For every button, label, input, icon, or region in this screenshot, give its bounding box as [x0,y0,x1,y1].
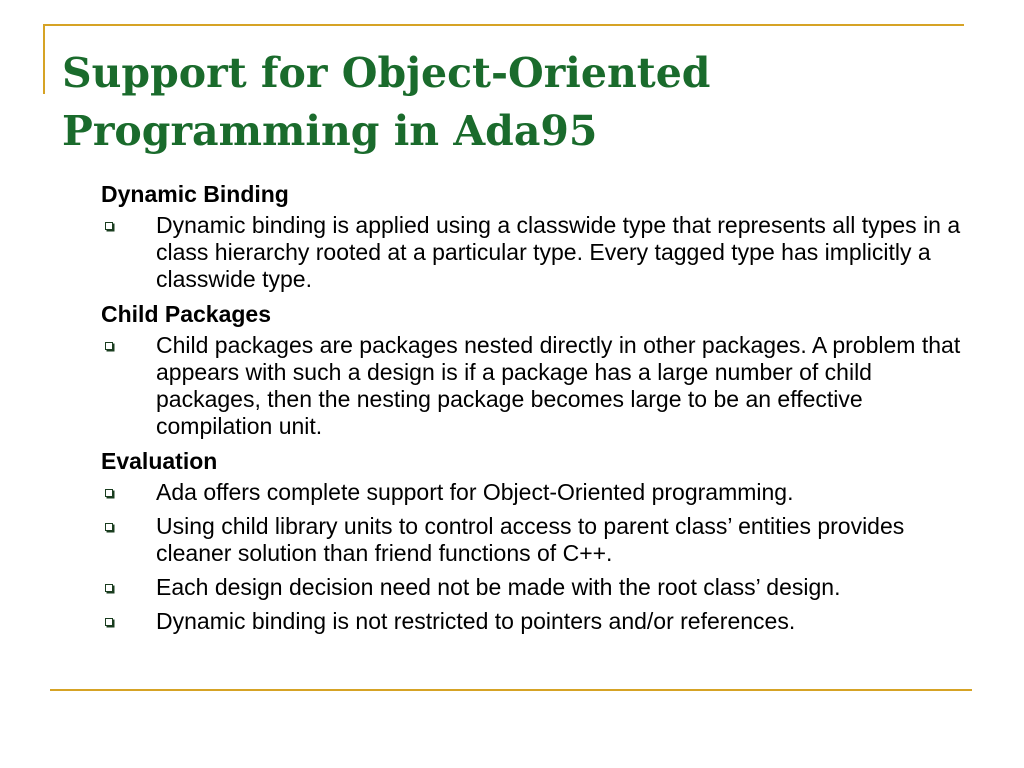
bullet-text: Child packages are packages nested directly in other packages. A problem that appears with such a design is if a package has a large number of child packages, then the nesting package becomes large to be an effective compilation unit. [156,332,961,439]
bullet-item [101,479,981,506]
square-bullet-icon [105,523,113,531]
top-rule [43,24,964,26]
bullet-text: Dynamic binding is not restricted to pointers and/or references. [156,608,796,634]
bullet-item [101,332,981,440]
bullet-list-dynamic-binding [101,212,981,293]
slide-title [62,44,962,160]
square-bullet-icon [105,342,113,350]
bullet-text: Dynamic binding is applied using a classwide type that represents all types in a class hierarchy rooted at a particular type. Every tagged type has implicitly a classwide type. [156,212,961,292]
square-bullet-icon [105,222,113,230]
bullet-text: Using child library units to control access to parent class’ entities provides cleaner solution than friend functions of C++. [156,513,905,566]
bottom-rule [50,689,972,691]
bullet-list-child-packages [101,332,981,440]
slide-body [101,180,981,642]
square-bullet-icon [105,618,113,626]
section-heading-evaluation: Evaluation [101,448,218,474]
title-line-1: Support for Object-Oriented [62,49,711,97]
bullet-list-evaluation [101,479,981,635]
bullet-item [101,513,981,567]
square-bullet-icon [105,489,113,497]
bullet-text: Each design decision need not be made with the root class’ design. [156,574,841,600]
bullet-item [101,574,981,601]
square-bullet-icon [105,584,113,592]
title-line-2: Programming in Ada95 [62,107,598,155]
section-heading-child-packages: Child Packages [101,301,272,327]
bullet-item [101,212,981,293]
section-heading-dynamic-binding: Dynamic Binding [101,181,289,207]
bullet-item [101,608,981,635]
bullet-text: Ada offers complete support for Object-Oriented programming. [156,479,794,505]
left-rule [43,24,45,94]
